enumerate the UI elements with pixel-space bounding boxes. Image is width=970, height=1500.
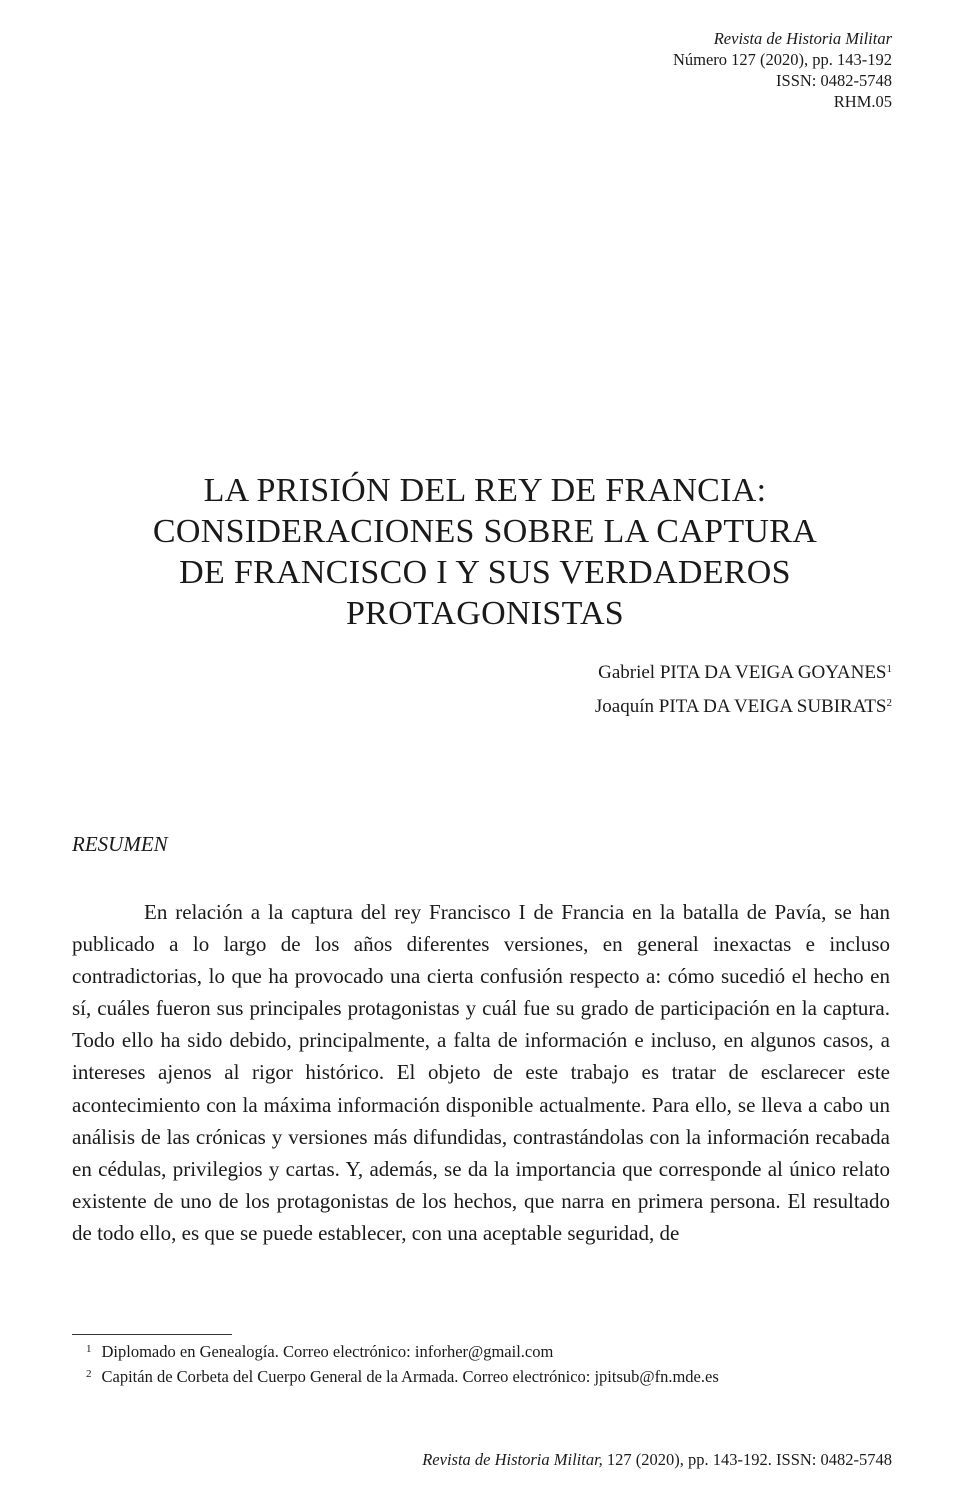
footnote-ref[interactable]: 2 xyxy=(886,697,892,709)
author-name: Joaquín PITA DA VEIGA SUBIRATS xyxy=(594,696,887,717)
abstract-text: En relación a la captura del rey Francisco I de Francia en la batalla de Pavía, se han publicado a lo largo de los años diferentes versiones, en general inexactas e incluso contradictorias, lo que ha provocado una cierta confusión respecto a: cómo sucedió el hecho en sí, cuáles fueron sus principales protagonistas y cuál fue su grado de participación en la captura. Todo ello ha sido debido, principalmente, a falta de información e incluso, en algunos casos, a intereses ajenos al rigor histórico. El objeto de este trabajo es tratar de esclarecer este acontecimiento con la máxima información disponible actualmente. Para ello, se lleva a cabo un análisis de las crónicas y versiones más difundidas, contrastándolas con la información recabada en cédulas, privilegios y cartas. Y, además, se da la importancia que corresponde al único relato existente de uno de los protagonistas de los hechos, que narra en primera persona. El resultado de todo ello, es que se puede establecer, con una aceptable seguridad, de xyxy=(72,900,890,1245)
footnote-ref[interactable]: 1 xyxy=(886,663,892,675)
author-list xyxy=(595,654,892,722)
page-footer xyxy=(422,1450,892,1470)
footer-journal: Revista de Historia Militar, xyxy=(422,1450,603,1469)
issn: ISSN: 0482-5748 xyxy=(776,71,892,90)
author xyxy=(595,688,892,722)
journal-name: Revista de Historia Militar xyxy=(713,29,892,48)
footnote xyxy=(86,1338,719,1363)
journal-header xyxy=(673,28,892,112)
title-line: CONSIDERACIONES SOBRE LA CAPTURA xyxy=(152,513,818,550)
author-name: Gabriel PITA DA VEIGA GOYANES xyxy=(598,662,887,683)
footnote xyxy=(86,1363,719,1388)
issue-info: Número 127 (2020), pp. 143-192 xyxy=(672,50,892,69)
footnote-number: 2 xyxy=(86,1368,92,1380)
footer-details: 127 (2020), pp. 143-192. ISSN: 0482-5748 xyxy=(602,1450,892,1469)
footnote-divider xyxy=(72,1334,232,1335)
article-title xyxy=(60,470,910,634)
resumen-heading: RESUMEN xyxy=(72,832,168,856)
footnote-text: Diplomado en Genealogía. Correo electrónico: inforher@gmail.com xyxy=(101,1342,554,1361)
article-code: RHM.05 xyxy=(833,92,892,111)
footnote-number: 1 xyxy=(86,1343,92,1355)
footnote-text: Capitán de Corbeta del Cuerpo General de la Armada. Correo electrónico: jpitsub@fn.mde.es xyxy=(101,1367,719,1386)
title-line: LA PRISIÓN DEL REY DE FRANCIA: xyxy=(203,472,767,509)
footnotes xyxy=(86,1338,719,1388)
title-line: PROTAGONISTAS xyxy=(345,595,625,632)
title-line: DE FRANCISCO I Y SUS VERDADEROS xyxy=(179,554,791,591)
author xyxy=(595,654,892,688)
